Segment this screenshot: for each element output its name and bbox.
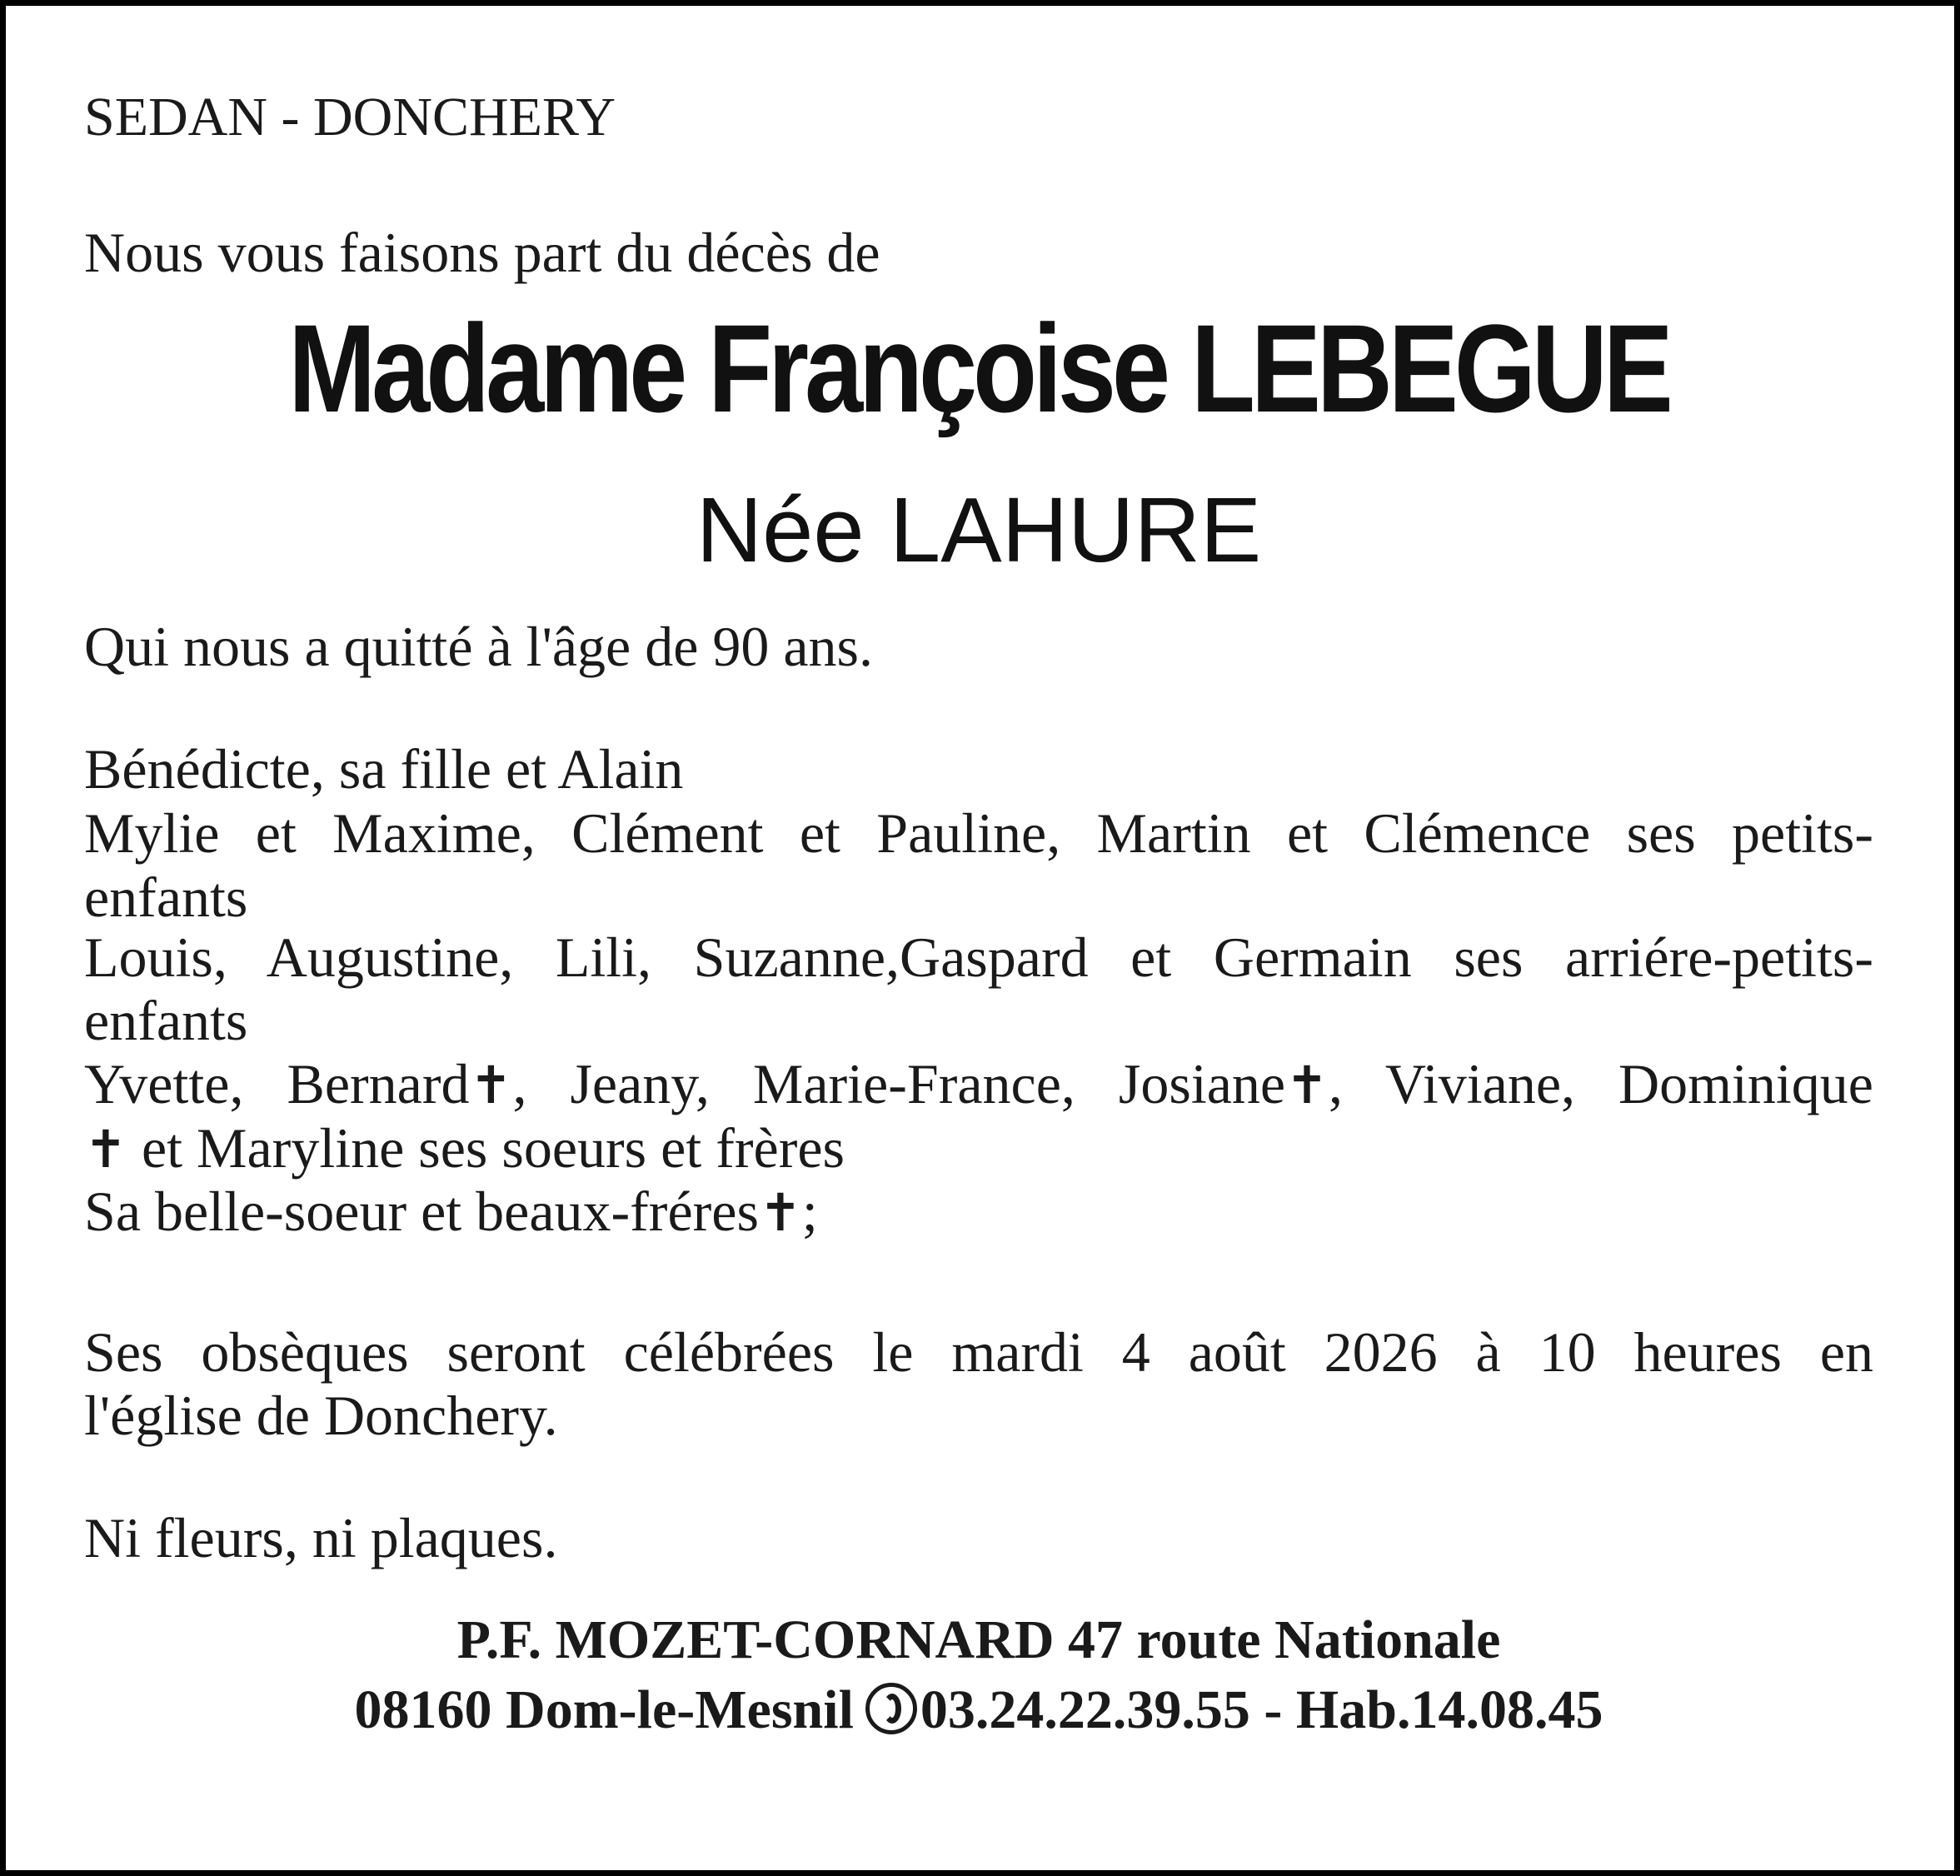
funeral-details: Ses obsèques seront célébrées le mardi 4 août 2026 à 10 heures en — [84, 1320, 1873, 1384]
in-laws-punct: ; — [801, 1180, 818, 1243]
no-flowers-note: Ni fleurs, ni plaques. — [84, 1506, 558, 1569]
family-line-grandchildren: Mylie et Maxime, Clément et Pauline, Martin et Clémence ses petits- — [84, 801, 1873, 865]
siblings-text-1: Yvette, Bernard — [84, 1052, 470, 1115]
family-line-great-grandchildren: Louis, Augustine, Lili, Suzanne,Gaspard et Germain ses arriére-petits- — [84, 926, 1873, 989]
funeral-home-contact — [84, 1679, 1873, 1742]
latin-cross-icon: ✝ — [469, 1055, 513, 1115]
family-line-in-laws — [84, 1180, 1873, 1245]
deceased-name: Madame Françoise LEBEGUE — [288, 298, 1669, 438]
maiden-name: Née LAHURE — [696, 479, 1262, 581]
family-line-siblings — [84, 1052, 1873, 1117]
funeral-home-name: P.F. MOZET-CORNARD 47 route Nationale — [456, 1609, 1501, 1670]
funeral-home-address: 08160 Dom-le-Mesnil — [354, 1679, 854, 1740]
latin-cross-icon: ✝ — [84, 1119, 127, 1180]
family-line-great-grandchildren-cont: enfants — [84, 989, 248, 1052]
latin-cross-icon: ✝ — [1285, 1055, 1329, 1115]
location-heading: SEDAN - DONCHERY — [84, 87, 616, 147]
phone-icon — [865, 1683, 917, 1734]
siblings-text-4: et Maryline ses soeurs et frères — [127, 1116, 845, 1180]
funeral-home-phone: 03.24.22.39.55 - Hab.14.08.45 — [920, 1679, 1603, 1740]
funeral-details-cont: l'église de Donchery. — [84, 1384, 558, 1447]
in-laws-text: Sa belle-soeur et beaux-fréres — [84, 1180, 759, 1243]
age-line: Qui nous a quitté à l'âge de 90 ans. — [84, 615, 874, 678]
latin-cross-icon: ✝ — [758, 1182, 802, 1243]
family-line-siblings-cont — [84, 1116, 1873, 1181]
intro-text: Nous vous faisons part du décès de — [84, 221, 880, 284]
family-line-grandchildren-cont: enfants — [84, 866, 248, 929]
siblings-text-2: , Jeany, Marie-France, Josiane — [512, 1052, 1286, 1115]
siblings-text-3: , Viviane, Dominique — [1329, 1052, 1873, 1115]
family-line-daughter: Bénédicte, sa fille et Alain — [84, 737, 684, 801]
